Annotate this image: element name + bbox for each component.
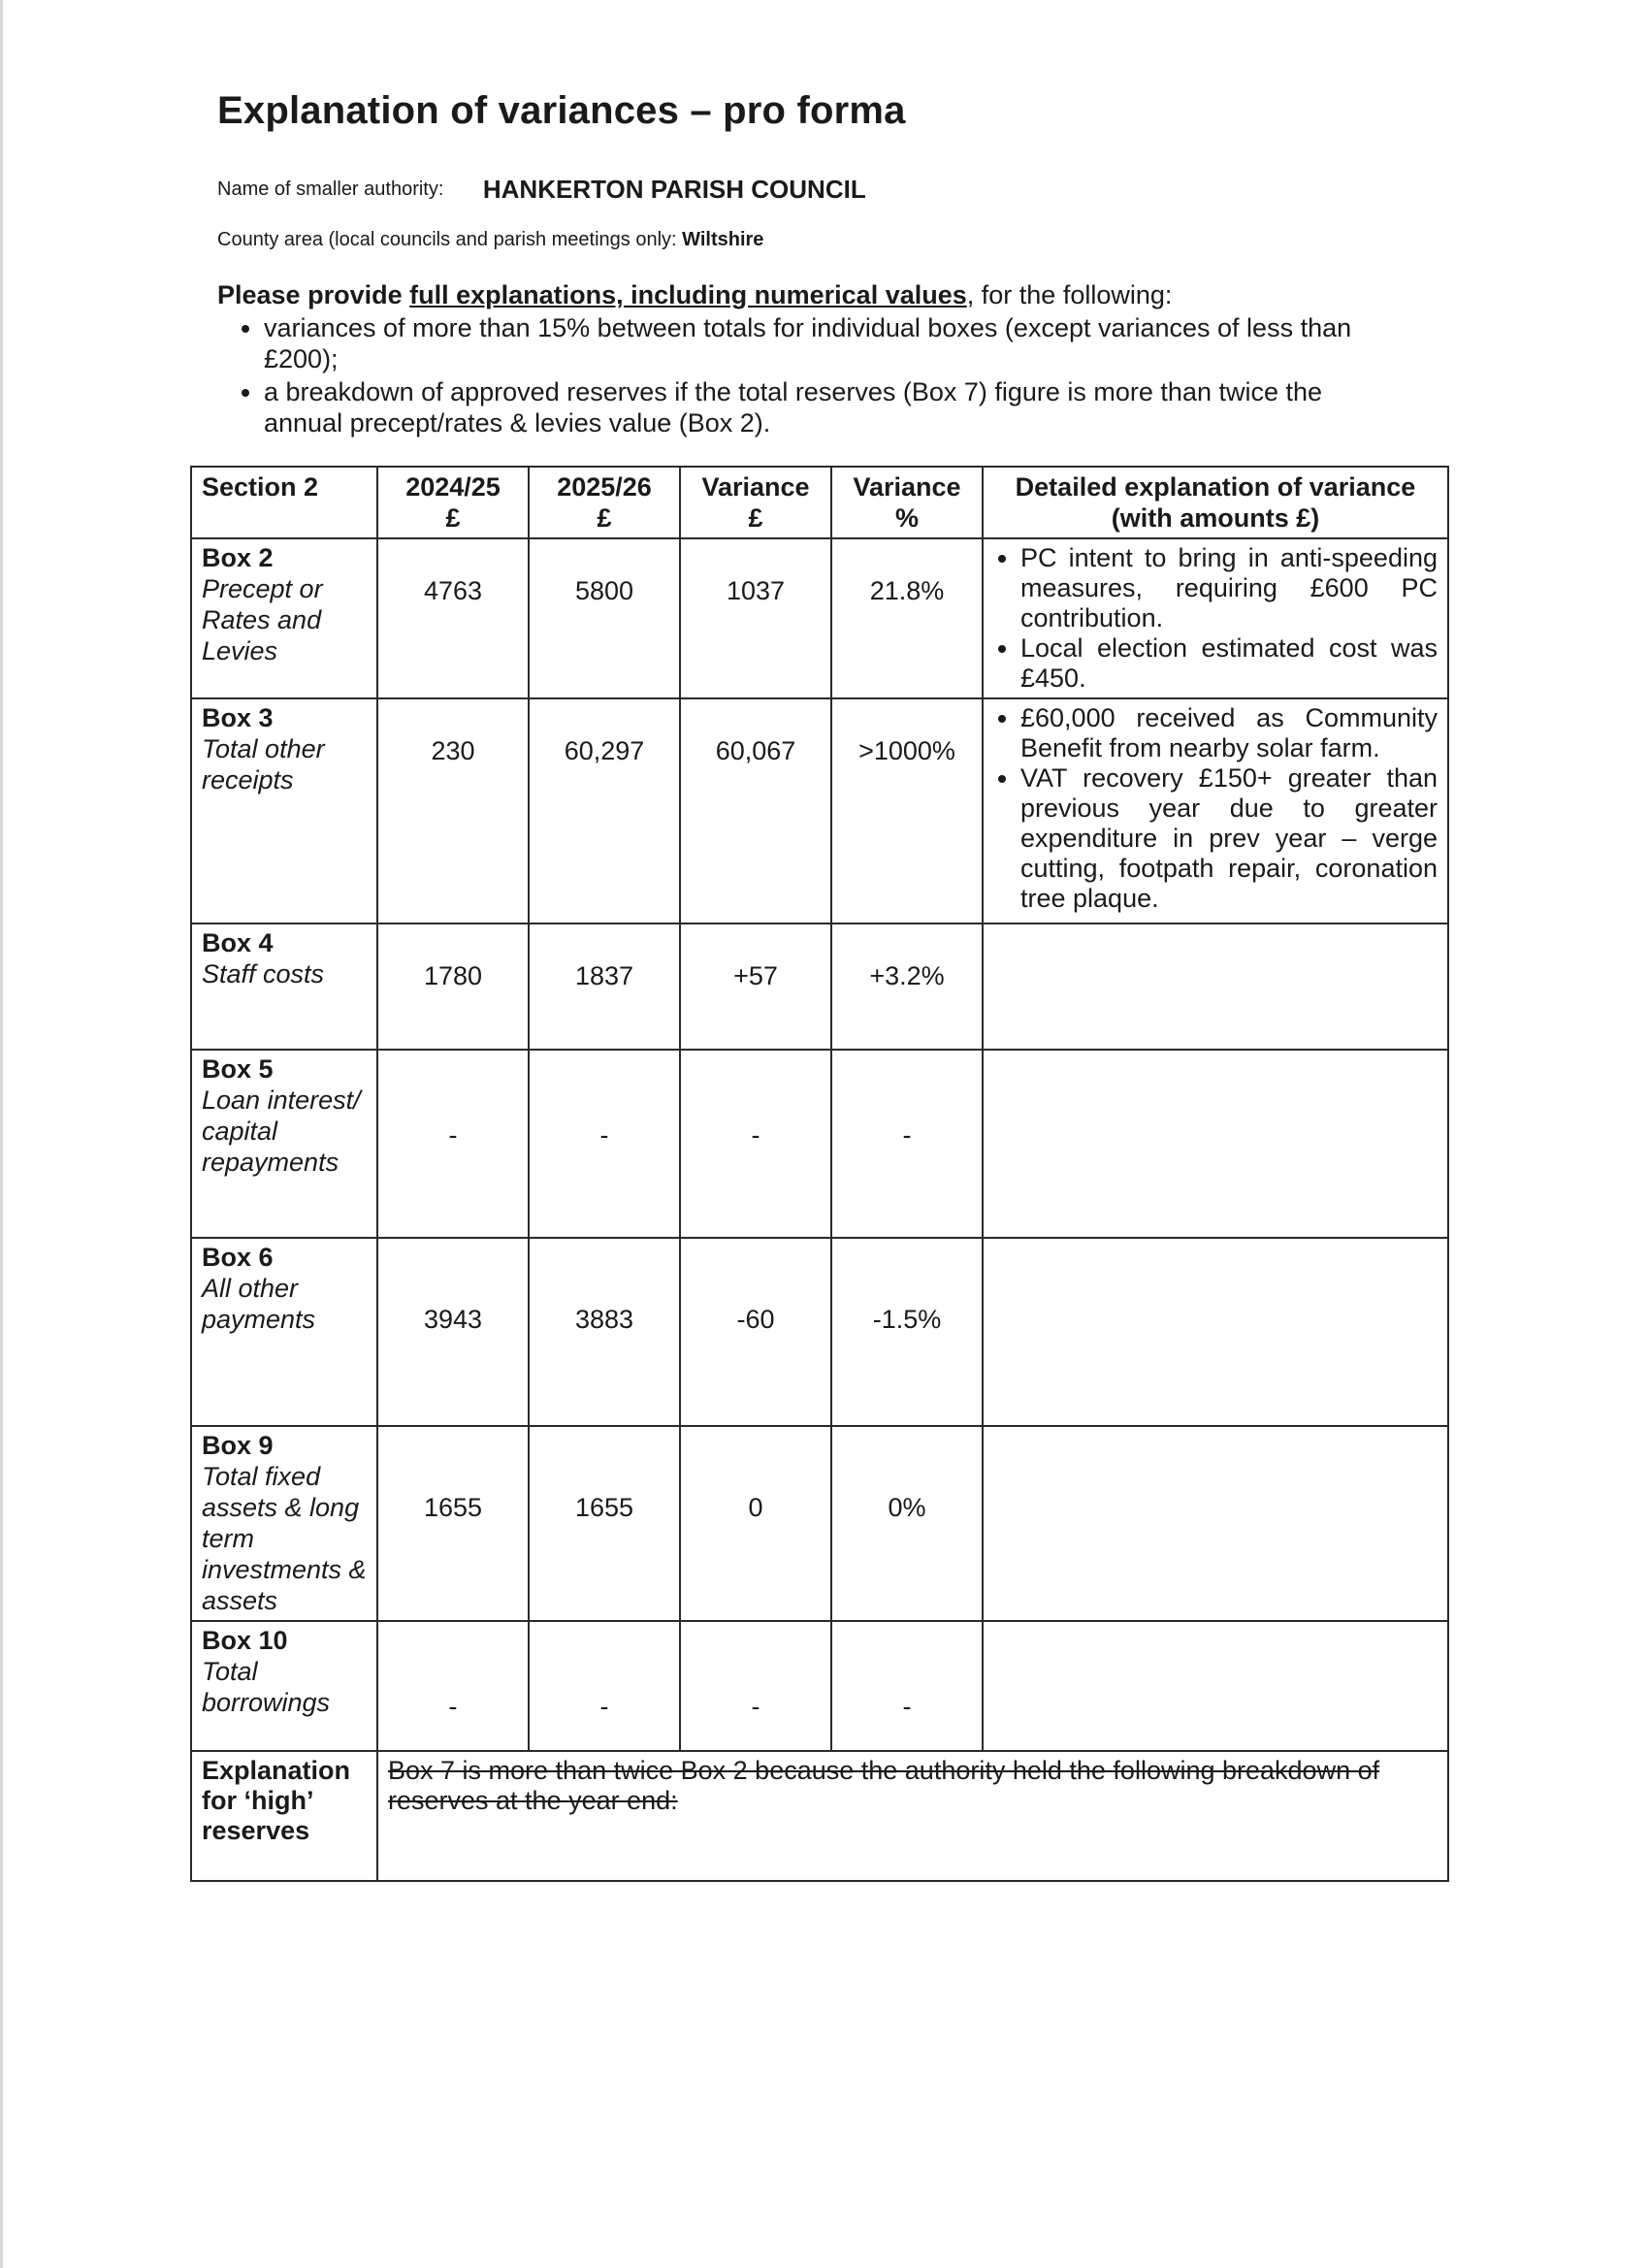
explanation-bullet: • PC intent to bring in anti-speeding measures, requiring £600 PC contribution. xyxy=(1020,543,1438,633)
explanation-bullet: • Local election estimated cost was £450. xyxy=(1020,633,1438,694)
cell-variance: - xyxy=(680,1050,831,1238)
table-row-high-reserves xyxy=(191,1751,1448,1881)
table-header-row xyxy=(191,467,1448,538)
cell-year1: - xyxy=(377,1621,529,1751)
instructions-lead xyxy=(217,279,1401,310)
cell-variance: +57 xyxy=(680,923,831,1050)
lead-end: , for the following: xyxy=(966,280,1173,309)
lead-start: Please provide xyxy=(217,280,403,309)
instructions xyxy=(217,279,1401,438)
cell-variance-pct: 21.8% xyxy=(831,538,983,698)
cell-year2: 3883 xyxy=(529,1238,680,1426)
authority-line xyxy=(217,175,866,205)
cell-variance: 1037 xyxy=(680,538,831,698)
cell-explanation xyxy=(983,923,1448,1050)
cell-year2: 5800 xyxy=(529,538,680,698)
variance-table xyxy=(190,466,1449,1882)
cell-variance: 60,067 xyxy=(680,698,831,923)
cell-year2: 1655 xyxy=(529,1426,680,1621)
cell-variance-pct: -1.5% xyxy=(831,1238,983,1426)
lead-underlined: full explanations, including numerical values xyxy=(409,280,967,309)
header-year1: 2024/25 £ xyxy=(377,467,529,538)
table-row-box10 xyxy=(191,1621,1448,1751)
cell-year1: - xyxy=(377,1050,529,1238)
high-reserves-label: Explanation for ‘high’ reserves xyxy=(191,1751,377,1881)
cell-explanation xyxy=(983,1426,1448,1621)
cell-variance-pct: - xyxy=(831,1621,983,1751)
cell-year1: 1655 xyxy=(377,1426,529,1621)
authority-label: Name of smaller authority: xyxy=(217,178,444,200)
instruction-bullet: • variances of more than 15% between totals for individual boxes (except variances of less than £200); xyxy=(264,312,1401,374)
header-variance: Variance £ xyxy=(680,467,831,538)
explanation-bullet: • VAT recovery £150+ greater than previous year due to greater expenditure in prev year – verge cutting, footpath repair, coronation tree plaque. xyxy=(1020,763,1438,914)
cell-variance: - xyxy=(680,1621,831,1751)
table-row-box2 xyxy=(191,538,1448,698)
cell-explanation xyxy=(983,1238,1448,1426)
table-row-box3 xyxy=(191,698,1448,923)
cell-explanation xyxy=(983,1621,1448,1751)
cell-year1: 4763 xyxy=(377,538,529,698)
row-label: Box 5 Loan interest/ capital repayments xyxy=(191,1050,377,1238)
row-label: Box 9 Total fixed assets & long term investments & assets xyxy=(191,1426,377,1621)
cell-year2: 60,297 xyxy=(529,698,680,923)
cell-year2: - xyxy=(529,1050,680,1238)
cell-variance-pct: >1000% xyxy=(831,698,983,923)
cell-year2: 1837 xyxy=(529,923,680,1050)
table-row-box9 xyxy=(191,1426,1448,1621)
header-explanation: Detailed explanation of variance (with amounts £) xyxy=(983,467,1448,538)
high-reserves-text: Box 7 is more than twice Box 2 because the authority held the following breakdown of reserves at the year end: xyxy=(377,1751,1448,1881)
cell-variance-pct: - xyxy=(831,1050,983,1238)
row-label: Box 2 Precept or Rates and Levies xyxy=(191,538,377,698)
cell-year1: 3943 xyxy=(377,1238,529,1426)
header-section: Section 2 xyxy=(191,467,377,538)
county-label: County area (local councils and parish meetings only: xyxy=(217,229,677,250)
row-label: Box 10 Total borrowings xyxy=(191,1621,377,1751)
cell-explanation xyxy=(983,698,1448,923)
cell-year1: 1780 xyxy=(377,923,529,1050)
authority-name: HANKERTON PARISH COUNCIL xyxy=(482,175,866,204)
row-label: Box 6 All other payments xyxy=(191,1238,377,1426)
cell-variance-pct: 0% xyxy=(831,1426,983,1621)
table-row-box5 xyxy=(191,1050,1448,1238)
county-line xyxy=(217,229,763,251)
cell-variance: -60 xyxy=(680,1238,831,1426)
cell-explanation xyxy=(983,1050,1448,1238)
cell-year1: 230 xyxy=(377,698,529,923)
county-value: Wiltshire xyxy=(682,229,764,250)
header-variance-pct: Variance % xyxy=(831,467,983,538)
explanation-bullet: • £60,000 received as Community Benefit from nearby solar farm. xyxy=(1020,703,1438,763)
cell-variance-pct: +3.2% xyxy=(831,923,983,1050)
page-title: Explanation of variances – pro forma xyxy=(217,89,906,132)
cell-explanation xyxy=(983,538,1448,698)
instruction-bullet: • a breakdown of approved reserves if the total reserves (Box 7) figure is more than twice the annual precept/rates & levies value (Box 2). xyxy=(264,376,1401,438)
row-label: Box 3 Total other receipts xyxy=(191,698,377,923)
page-edge xyxy=(0,0,3,2268)
cell-variance: 0 xyxy=(680,1426,831,1621)
instructions-list xyxy=(217,312,1401,438)
table-row-box6 xyxy=(191,1238,1448,1426)
cell-year2: - xyxy=(529,1621,680,1751)
header-year2: 2025/26 £ xyxy=(529,467,680,538)
row-label: Box 4 Staff costs xyxy=(191,923,377,1050)
table-row-box4 xyxy=(191,923,1448,1050)
